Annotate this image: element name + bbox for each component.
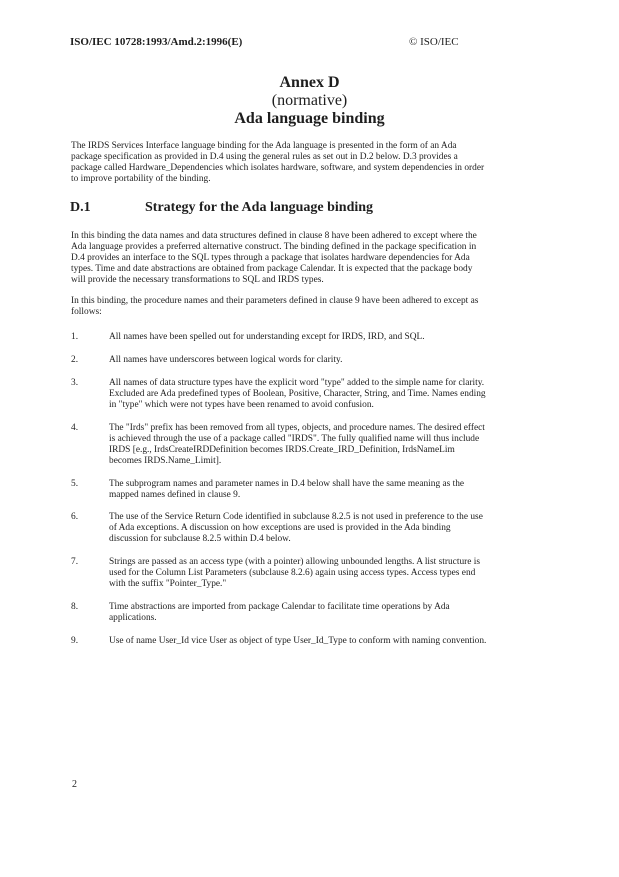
list-item-text: Time abstractions are imported from package Calendar to facilitate time operations by Ada applications. — [109, 602, 450, 623]
intro-paragraph: The IRDS Services Interface language binding for the Ada language is presented in the form of an Ada package specification as provided in D.4 using the general rules as set out in D.2 below. D.3 provides a package called Hardware_Dependencies which isolates hardware, software, and system dependencies in order to improve portability of the binding. — [71, 141, 485, 184]
page-number: 2 — [72, 779, 77, 790]
annex-name: Ada language binding — [234, 110, 385, 127]
section-number: D.1 — [70, 200, 91, 215]
list-item-text: All names have been spelled out for understanding except for IRDS, IRD, and SQL. — [109, 332, 425, 342]
annex-title: Annex D — [279, 74, 340, 91]
list-item-number: 5. — [71, 479, 79, 489]
list-item-number: 8. — [71, 602, 79, 612]
copyright-notice: © ISO/IEC — [409, 36, 459, 48]
section-title: Strategy for the Ada language binding — [145, 200, 374, 215]
annex-subtitle: (normative) — [271, 92, 348, 109]
list-item-number: 7. — [71, 557, 79, 567]
section-paragraph-2: In this binding, the procedure names and their parameters defined in clause 9 have been adhered to except as follows: — [71, 296, 479, 317]
list-item-text: All names have underscores between logical words for clarity. — [109, 355, 343, 365]
list-item-number: 3. — [71, 378, 79, 388]
standard-designation: ISO/IEC 10728:1993/Amd.2:1996(E) — [70, 36, 243, 48]
list-item-number: 9. — [71, 636, 79, 646]
list-item-text: The use of the Service Return Code identified in subclause 8.2.5 is not used in preference to the use of Ada exceptions. A discussion on how exceptions are used is provided in the Ada binding discussion for subclause 8.2.5 within D.4 below. — [109, 512, 483, 544]
list-item-text: All names of data structure types have the explicit word "type" added to the simple name for clarity. Excluded are Ada predefined types of Boolean, Positive, Character, String, and Time. Names ending in "type" which were not types have been renamed to avoid confusion. — [109, 378, 486, 410]
list-item-number: 6. — [71, 512, 79, 522]
section-paragraph-1: In this binding the data names and data structures defined in clause 8 have been adhered to except where the Ada language provides a preferred alternative construct. The binding defined in the package specification in D.4 provides an interface to the SQL types through a package that isolates hardware dependencies for Ada types. Time and date abstractions are obtained from package Calendar. It is expected that the package body will provide the necessary transformations to SQL and IRDS types. — [71, 231, 477, 285]
list-item-text: The subprogram names and parameter names in D.4 below shall have the same meaning as the mapped names defined in clause 9. — [109, 479, 465, 500]
list-item-number: 2. — [71, 355, 79, 365]
list-item-text: Use of name User_Id vice User as object of type User_Id_Type to conform with naming convention. — [109, 636, 487, 646]
list-item-text: The "Irds" prefix has been removed from all types, objects, and procedure names. The desired effect is achieved through the use of a package called "IRDS". The fully qualified name will thus include IRDS [e.g., IrdsCreateIRDDefinition becomes IRDS.Create_IRD_Definition, IrdsNameLim becomes IRDS.Name_Limit]. — [109, 423, 485, 466]
list-item-number: 4. — [71, 423, 79, 433]
list-item-number: 1. — [71, 332, 79, 342]
list-item-text: Strings are passed as an access type (with a pointer) allowing unbounded lengths. A list structure is used for the Column List Parameters (subclause 8.2.6) again using access types. Access types end with the suffix "Pointer_Type." — [109, 557, 481, 589]
